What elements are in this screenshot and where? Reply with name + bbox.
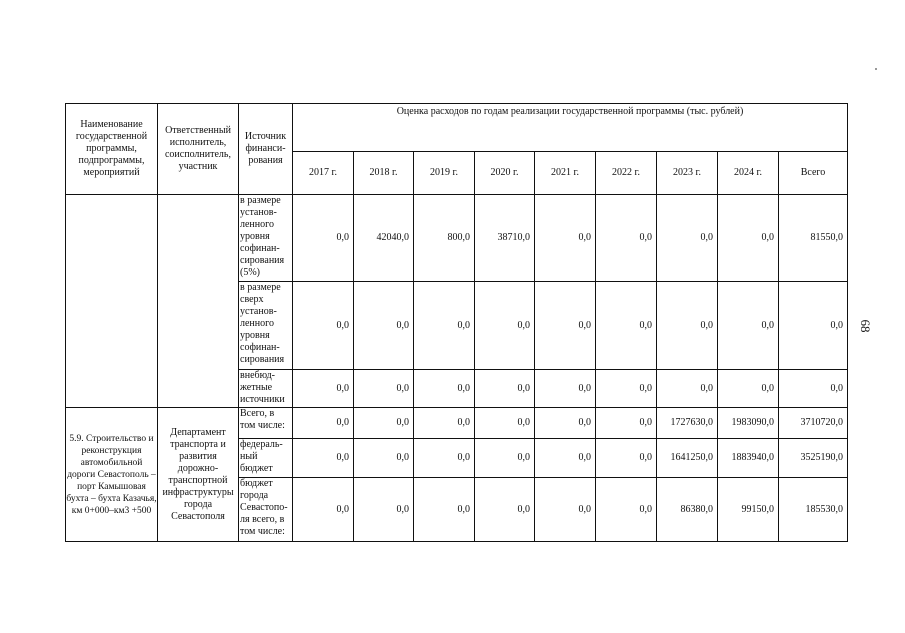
value-cell: 0,0 [414,439,475,478]
value-cell: 0,0 [354,439,414,478]
value-cell: 0,0 [293,408,354,439]
value-cell: 0,0 [535,282,596,370]
value-cell: 0,0 [718,282,779,370]
value-cell: 99150,0 [718,478,779,542]
table-row [66,195,848,282]
header-estimate: Оценка расходов по годам реализации государственной программы (тыс. рублей) [293,104,848,152]
value-cell: 0,0 [475,478,535,542]
value-cell: 0,0 [414,370,475,408]
value-cell: 38710,0 [475,195,535,282]
total-cell: 81550,0 [779,195,848,282]
value-cell: 0,0 [535,370,596,408]
header-total: Всего [779,152,848,195]
value-cell: 800,0 [414,195,475,282]
value-cell: 0,0 [354,282,414,370]
source-cell: бюджет города Севастопо-ля всего, в том числе: [239,478,293,542]
budget-table [65,103,848,542]
header-name: Наименование государственной программы, подпрограммы, мероприятий [66,104,158,195]
section1-executor-cell [158,195,239,408]
value-cell: 0,0 [475,370,535,408]
header-year: 2018 г. [354,152,414,195]
header-year: 2021 г. [535,152,596,195]
header-source: Источник финанси-рования [239,104,293,195]
value-cell: 0,0 [293,195,354,282]
value-cell: 0,0 [475,439,535,478]
header-year: 2020 г. [475,152,535,195]
total-cell: 0,0 [779,282,848,370]
value-cell: 0,0 [535,439,596,478]
value-cell: 1641250,0 [657,439,718,478]
header-year: 2023 г. [657,152,718,195]
page-number: 68 [858,319,873,333]
value-cell: 0,0 [596,439,657,478]
value-cell: 0,0 [414,408,475,439]
value-cell: 86380,0 [657,478,718,542]
value-cell: 0,0 [657,282,718,370]
source-cell: Всего, в том числе: [239,408,293,439]
value-cell: 0,0 [475,282,535,370]
table-row [66,408,848,439]
value-cell: 0,0 [475,408,535,439]
source-cell: федераль-ный бюджет [239,439,293,478]
scan-artifact [875,68,877,70]
value-cell: 0,0 [596,370,657,408]
value-cell: 1727630,0 [657,408,718,439]
value-cell: 0,0 [596,195,657,282]
total-cell: 0,0 [779,370,848,408]
value-cell: 0,0 [293,370,354,408]
source-cell: в размере сверх установ-ленного уровня софинан-сирования [239,282,293,370]
header-year: 2017 г. [293,152,354,195]
value-cell: 0,0 [354,370,414,408]
value-cell: 0,0 [657,195,718,282]
value-cell: 0,0 [354,408,414,439]
value-cell: 0,0 [414,478,475,542]
value-cell: 0,0 [293,478,354,542]
source-cell: в размере установ-ленного уровня софинан-сирования (5%) [239,195,293,282]
section2-name-cell: 5.9. Строительство и реконструкция автомобильной дороги Севастополь – порт Камышовая бухта – бухта Казачья, км 0+000–км3 +500 [66,408,158,542]
section2-executor-cell: Департамент транспорта и развития дорожно-транспортной инфраструктуры города Севастополя [158,408,239,542]
value-cell: 0,0 [293,282,354,370]
total-cell: 3525190,0 [779,439,848,478]
value-cell: 0,0 [535,195,596,282]
value-cell: 0,0 [718,195,779,282]
value-cell: 0,0 [535,408,596,439]
value-cell: 0,0 [414,282,475,370]
value-cell: 0,0 [293,439,354,478]
value-cell: 1883940,0 [718,439,779,478]
value-cell: 0,0 [596,408,657,439]
source-cell: внебюд-жетные источники [239,370,293,408]
value-cell: 0,0 [657,370,718,408]
value-cell: 0,0 [535,478,596,542]
header-executor: Ответственный исполнитель, соисполнитель, участник [158,104,239,195]
value-cell: 0,0 [718,370,779,408]
value-cell: 1983090,0 [718,408,779,439]
value-cell: 0,0 [354,478,414,542]
value-cell: 0,0 [596,282,657,370]
section1-name-cell [66,195,158,408]
total-cell: 185530,0 [779,478,848,542]
header-row [66,104,848,152]
total-cell: 3710720,0 [779,408,848,439]
value-cell: 0,0 [596,478,657,542]
header-year: 2022 г. [596,152,657,195]
value-cell: 42040,0 [354,195,414,282]
header-year: 2024 г. [718,152,779,195]
header-year: 2019 г. [414,152,475,195]
